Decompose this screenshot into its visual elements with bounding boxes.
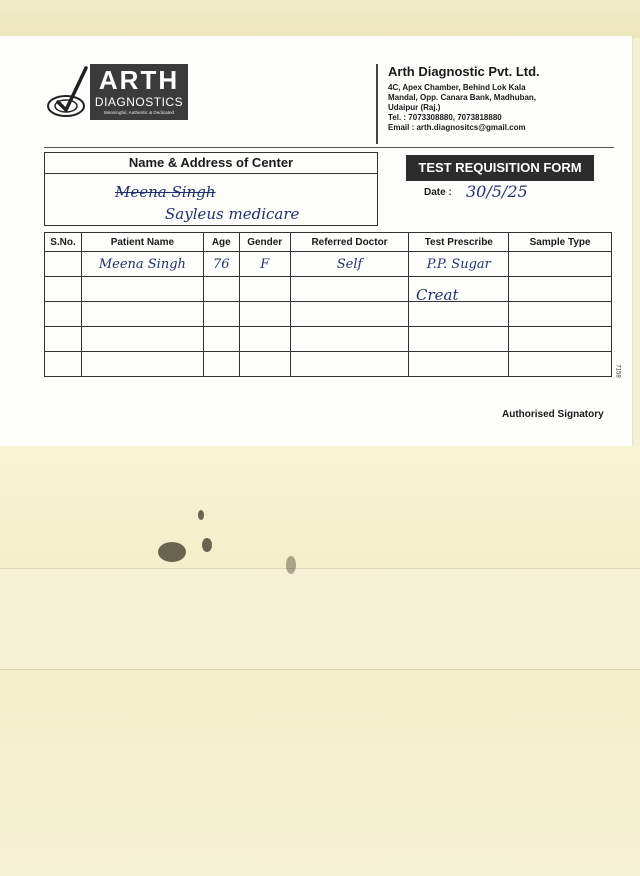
cell-test-prescribe (409, 327, 509, 352)
company-phone: Tel. : 7073308880, 7073818880 (388, 113, 502, 122)
cell-referred-doctor (290, 252, 409, 277)
table-row (45, 327, 612, 352)
ink-stain (286, 556, 296, 574)
column-header-age: Age (203, 233, 239, 252)
company-address-line: Udaipur (Raj.) (388, 103, 441, 112)
cell-referred-doctor (290, 302, 409, 327)
date-label: Date : (424, 187, 452, 198)
cell-sample-type (509, 302, 612, 327)
cell-patient-name (81, 302, 203, 327)
cell-age (203, 252, 239, 277)
cell-sample-type (509, 277, 612, 302)
test-table (44, 232, 612, 379)
cell-sno (45, 252, 82, 277)
company-address-line: Mandal, Opp. Canara Bank, Madhuban, (388, 93, 537, 102)
cell-sample-type (509, 327, 612, 352)
cell-test-prescribe (409, 252, 509, 277)
center-details-box (44, 152, 378, 226)
cell-sample-type (509, 252, 612, 277)
referred-doctor-handwritten: Self (336, 256, 363, 272)
company-name: Arth Diagnostic Pvt. Ltd. (388, 64, 540, 79)
header-rule (44, 147, 614, 148)
table-row (45, 277, 612, 302)
patient-name-handwritten: Meena Singh (98, 256, 186, 272)
cell-referred-doctor (290, 277, 409, 302)
side-serial-number: 7158 (614, 364, 621, 378)
extra-test-handwritten: Creat (416, 286, 459, 304)
column-header-gender: Gender (239, 233, 290, 252)
cell-gender (239, 302, 290, 327)
header-divider (376, 64, 378, 144)
cell-sample-type (509, 352, 612, 377)
column-header-patient-name: Patient Name (81, 233, 203, 252)
cell-test-prescribe (409, 302, 509, 327)
cell-sno (45, 327, 82, 352)
cell-sno (45, 352, 82, 377)
cell-referred-doctor (290, 327, 409, 352)
gender-handwritten: F (260, 256, 270, 272)
cell-age (203, 302, 239, 327)
cell-patient-name (81, 352, 203, 377)
cell-gender (239, 277, 290, 302)
cell-gender (239, 327, 290, 352)
authorised-signatory: Authorised Signatory (502, 409, 604, 420)
cell-age (203, 327, 239, 352)
test-prescribe-handwritten: P.P. Sugar (426, 256, 491, 272)
center-title: Name & Address of Center (45, 153, 377, 174)
table-row (45, 352, 612, 377)
column-header-sno: S.No. (45, 233, 82, 252)
date-value-handwritten: 30/5/25 (466, 182, 528, 201)
table-header-row (45, 233, 612, 252)
logo-subtitle: DIAGNOSTICS (94, 95, 184, 109)
cell-sno (45, 277, 82, 302)
ink-stain (158, 542, 186, 562)
form-title: TEST REQUISITION FORM (406, 155, 594, 181)
column-header-test-prescribe: Test Prescribe (409, 233, 509, 252)
cell-patient-name (81, 252, 203, 277)
cell-patient-name (81, 327, 203, 352)
cell-patient-name (81, 277, 203, 302)
column-header-sample-type: Sample Type (509, 233, 612, 252)
company-address-line: 4C, Apex Chamber, Behind Lok Kala (388, 83, 526, 92)
company-email: Email : arth.diagnositcs@gmail.com (388, 123, 526, 132)
top-paper-strip (0, 0, 640, 38)
center-name-handwritten: Meena Singh (115, 183, 216, 201)
cell-gender (239, 252, 290, 277)
company-info (388, 64, 628, 133)
arth-logo-checkmark-icon (44, 64, 90, 120)
logo-name: ARTH (98, 65, 180, 95)
cell-age (203, 277, 239, 302)
center-address-handwritten: Sayleus medicare (165, 205, 300, 223)
table-row (45, 302, 612, 327)
ink-stain (202, 538, 212, 552)
cell-gender (239, 352, 290, 377)
table-row (45, 252, 612, 277)
cell-referred-doctor (290, 352, 409, 377)
age-handwritten: 76 (213, 256, 230, 272)
cell-test-prescribe (409, 352, 509, 377)
logo-tagline: Meaningful, Authentic & Dedicated (103, 110, 175, 115)
ink-stain (198, 510, 204, 520)
column-header-referred-doctor: Referred Doctor (290, 233, 409, 252)
arth-logo (90, 64, 188, 120)
adhesive-tape (0, 568, 640, 670)
cell-sno (45, 302, 82, 327)
cell-age (203, 352, 239, 377)
